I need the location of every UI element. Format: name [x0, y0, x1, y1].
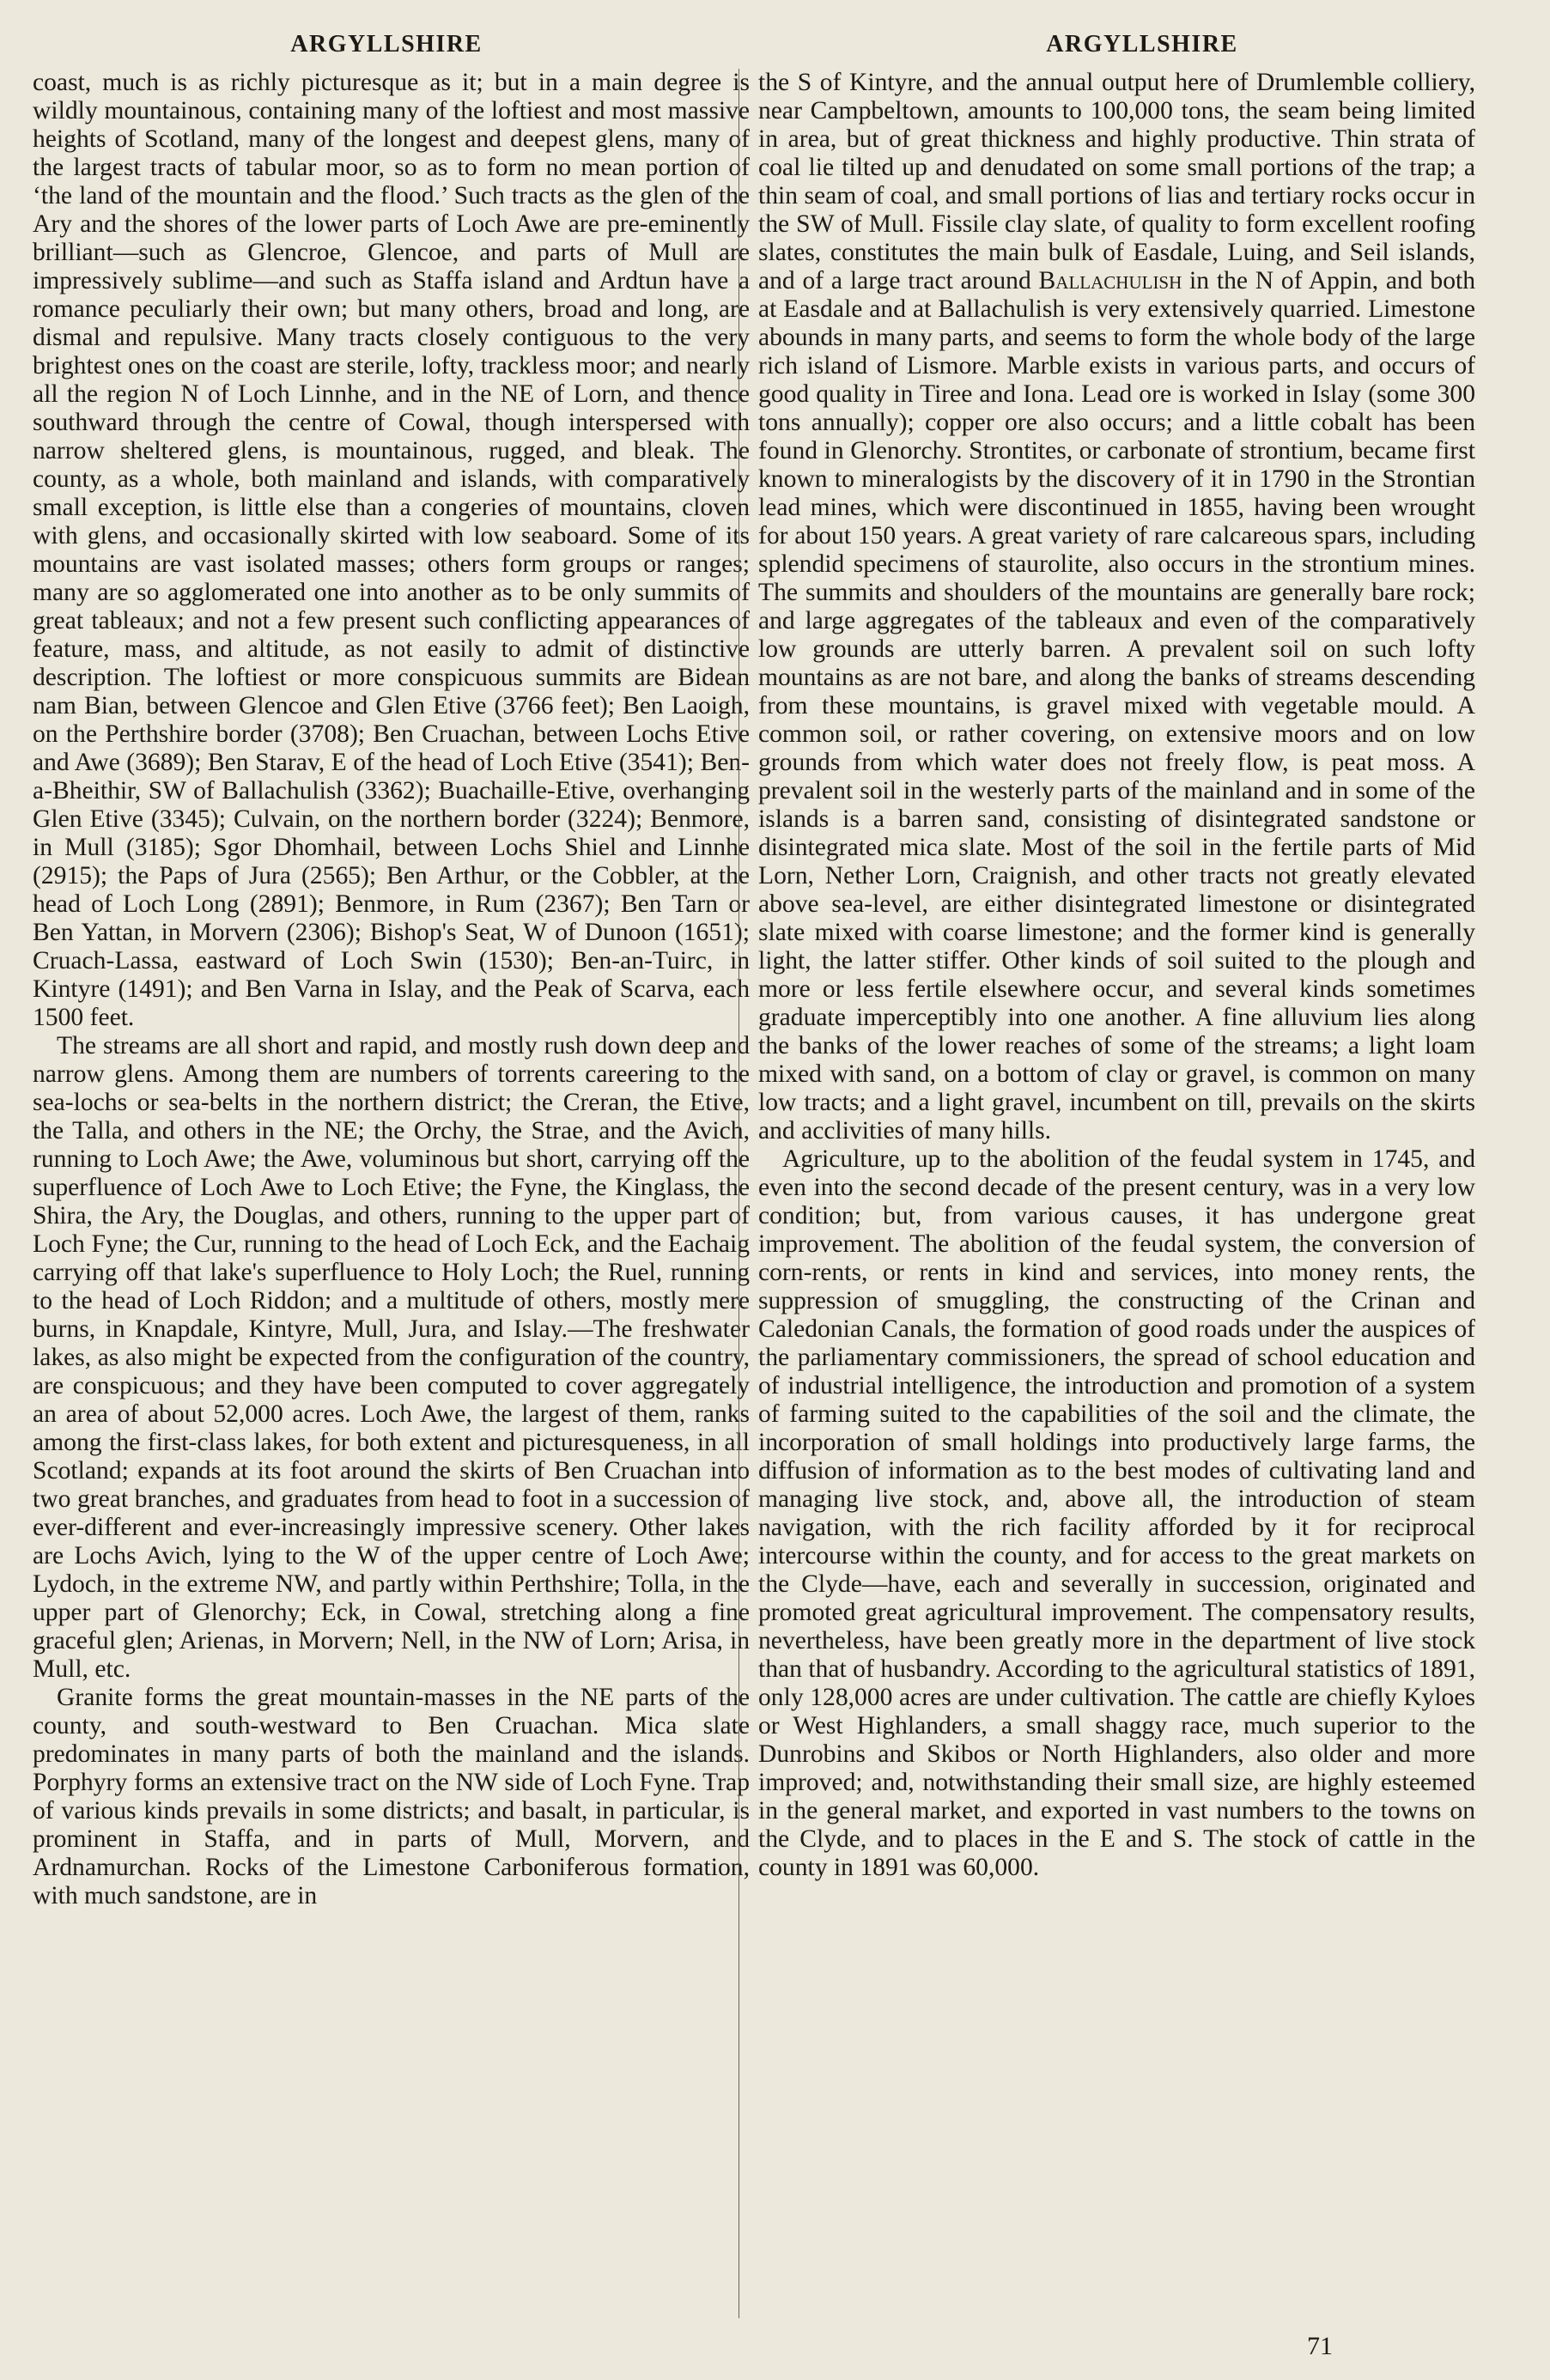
right-paragraph-2: Agriculture, up to the abolition of the feudal system in 1745, and even into the second decade of the present century, was in a very low condition; but, from various causes, it has undergone great improvement. The abolition of the feudal system, the conversion of corn-rents, or rents in kind and services, into money rents, the suppression of smuggling, the constructing of the Crinan and Caledonian Canals, the formation of good roads under the auspices of the parliamentary commissioners, the spread of school education and of industrial intelligence, the introduction and promotion of a system of farming suited to the capabilities of the soil and the climate, the incorporation of small holdings into productively large farms, the diffusion of information as to the best modes of cultivating land and managing live stock, and, above all, the introduction of steam navigation, with the rich facility afforded by it for reciprocal intercourse within the county, and for access to the great markets on the Clyde—have, each and severally in succession, originated and promoted great agricultural improvement. The compensatory results, nevertheless, have been greatly more in the department of live stock than that of husbandry. According to the agricultural statistics of 1891, only 128,000 acres are under cultivation. The cattle are chiefly Kyloes or West Highlanders, a small shaggy race, much superior to the Dunrobins and Skibos or North Highlanders, also older and more improved; and, notwithstanding their small size, are highly esteemed in the general market, and exported in vast numbers to the towns on the Clyde, and to places in the E and S. The stock of cattle in the county in 1891 was 60,000. — [758, 1145, 1475, 1881]
right-paragraph-1 — [758, 69, 1475, 1145]
right-paragraph-1-text-a: the S of Kintyre, and the annual output here of Drumlemble colliery, near Campbeltown, amounts to 100,000 tons, the seam being limited in area, but of great thickness and highly productive. Thin strata of coal lie tilted up and denudated on some small portions of the trap; a thin seam of coal, and small portions of lias and tertiary rocks occur in the SW of Mull. Fissile clay slate, of quality to form excellent roofing slates, constitutes the main bulk of Easdale, Luing, and Seil islands, and of a large tract around — [758, 69, 1475, 294]
page-number: 71 — [1307, 2332, 1333, 2360]
right-paragraph-1-text-b: in the N of Appin, and both at Easdale and at Ballachulish is very extensively quarried. Limestone abounds in many parts, and seems to form the whole body of the large rich island of Lismore. Marble exists in various parts, and occurs of good quality in Tiree and Iona. Lead ore is worked in Islay (some 300 tons annually); copper ore also occurs; and a little cobalt has been found in Glenorchy. Strontites, or carbonate of strontium, became first known to mineralogists by the discovery of it in 1790 in the Strontian lead mines, which were discontinued in 1855, having been wrought for about 150 years. A great variety of rare calcareous spars, including splendid specimens of staurolite, also occurs in the strontium mines. The summits and shoulders of the mountains are generally bare rock; and large aggregates of the tableaux and even of the comparatively low grounds are utterly barren. A prevalent soil on such lofty mountains as are not bare, and along the banks of streams descending from these mountains, is gravel mixed with vegetable mould. A common soil, or rather covering, on extensive moors and on low grounds from which water does not freely flow, is peat moss. A prevalent soil in the westerly parts of the mainland and in some of the islands is a barren sand, consisting of disintegrated sandstone or disintegrated mica slate. Most of the soil in the fertile parts of Mid Lorn, Nether Lorn, Craignish, and other tracts not greatly elevated above sea-level, are either disintegrated limestone or disintegrated slate mixed with coarse limestone; and the former kind is generally light, the latter stiffer. Other kinds of soil suited to the plough and more or less fertile elsewhere occur, and several kinds sometimes graduate imperceptibly into one another. A fine alluvium lies along the banks of the lower reaches of some of the streams; a light loam mixed with sand, on a bottom of clay or gravel, is common on many low tracts; and a light gravel, incumbent on till, prevails on the skirts and acclivities of many hills. — [758, 267, 1476, 1144]
left-column — [33, 69, 750, 1910]
running-head-right: ARGYLLSHIRE — [1046, 31, 1238, 58]
running-head-left: ARGYLLSHIRE — [290, 31, 483, 58]
left-paragraph-3: Granite forms the great mountain-masses in the NE parts of the county, and south-westward to Ben Cruachan. Mica slate predominates in many parts of both the mainland and the islands. Porphyry forms an extensive tract on the NW side of Loch Fyne. Trap of various kinds prevails in some districts; and basalt, in particular, is prominent in Staffa, and in parts of Mull, Morvern, and Ardnamurchan. Rocks of the Limestone Carboniferous formation, with much sandstone, are in — [33, 1684, 750, 1909]
left-paragraph-1: coast, much is as richly picturesque as it; but in a main degree is wildly mountainous, containing many of the loftiest and most massive heights of Scotland, many of the longest and deepest glens, many of the largest tracts of tabular moor, so as to form no mean portion of ‘the land of the mountain and the flood.’ Such tracts as the glen of the Ary and the shores of the lower parts of Loch Awe are pre-eminently brilliant—such as Glencroe, Glencoe, and parts of Mull are impressively sublime—and such as Staffa island and Ardtun have a romance peculiarly their own; but many others, broad and long, are dismal and repulsive. Many tracts closely contiguous to the very brightest ones on the coast are sterile, lofty, trackless moor; and nearly all the region N of Loch Linnhe, and in the NE of Lorn, and thence southward through the centre of Cowal, though interspersed with narrow sheltered glens, is mountainous, rugged, and bleak. The county, as a whole, both mainland and islands, with comparatively small exception, is little else than a congeries of mountains, cloven with glens, and occasionally skirted with low seaboard. Some of its mountains are vast isolated masses; others form groups or ranges; many are so agglomerated one into another as to be only summits of great tableaux; and not a few present such conflicting appearances of feature, mass, and altitude, as not easily to admit of distinctive description. The loftiest or more conspicuous summits are Bidean nam Bian, between Glencoe and Glen Etive (3766 feet); Ben Laoigh, on the Perthshire border (3708); Ben Cruachan, between Lochs Etive and Awe (3689); Ben Starav, E of the head of Loch Etive (3541); Ben-a-Bheithir, SW of Ballachulish (3362); Buachaille-Etive, overhanging Glen Etive (3345); Culvain, on the northern border (3224); Benmore, in Mull (3185); Sgor Dhomhail, between Lochs Shiel and Linnhe (2915); the Paps of Jura (2565); Ben Arthur, or the Cobbler, at the head of Loch Long (2891); Benmore, in Rum (2367); Ben Tarn or Ben Yattan, in Morvern (2306); Bishop's Seat, W of Dunoon (1651); Cruach-Lassa, eastward of Loch Swin (1530); Ben-an-Tuirc, in Kintyre (1491); and Ben Varna in Islay, and the Peak of Scarva, each 1500 feet. — [33, 69, 750, 1031]
right-column — [758, 69, 1475, 1882]
small-caps-place-name: Ballachulish — [1038, 267, 1182, 294]
left-paragraph-2: The streams are all short and rapid, and mostly rush down deep and narrow glens. Among them are numbers of torrents careering to the sea-lochs or sea-belts in the northern district; the Creran, the Etive, the Talla, and others in the NE; the Orchy, the Strae, and the Avich, running to Loch Awe; the Awe, voluminous but short, carrying off the superfluence of Loch Awe to Loch Etive; the Fyne, the Kinglass, the Shira, the Ary, the Douglas, and others, running to the upper part of Loch Fyne; the Cur, running to the head of Loch Eck, and the Eachaig carrying off that lake's superfluence to Holy Loch; the Ruel, running to the head of Loch Riddon; and a multitude of others, mostly mere burns, in Knapdale, Kintyre, Mull, Jura, and Islay.—The freshwater lakes, as also might be expected from the configuration of the country, are conspicuous; and they have been computed to cover aggregately an area of about 52,000 acres. Loch Awe, the largest of them, ranks among the first-class lakes, for both extent and picturesqueness, in all Scotland; expands at its foot around the skirts of Ben Cruachan into two great branches, and graduates from head to foot in a succession of ever-different and ever-increasingly impressive scenery. Other lakes are Lochs Avich, lying to the W of the upper centre of Loch Awe; Lydoch, in the extreme NW, and partly within Perthshire; Tolla, in the upper part of Glenorchy; Eck, in Cowal, stretching along a fine graceful glen; Arienas, in Morvern; Nell, in the NW of Lorn; Arisa, in Mull, etc. — [33, 1032, 750, 1683]
